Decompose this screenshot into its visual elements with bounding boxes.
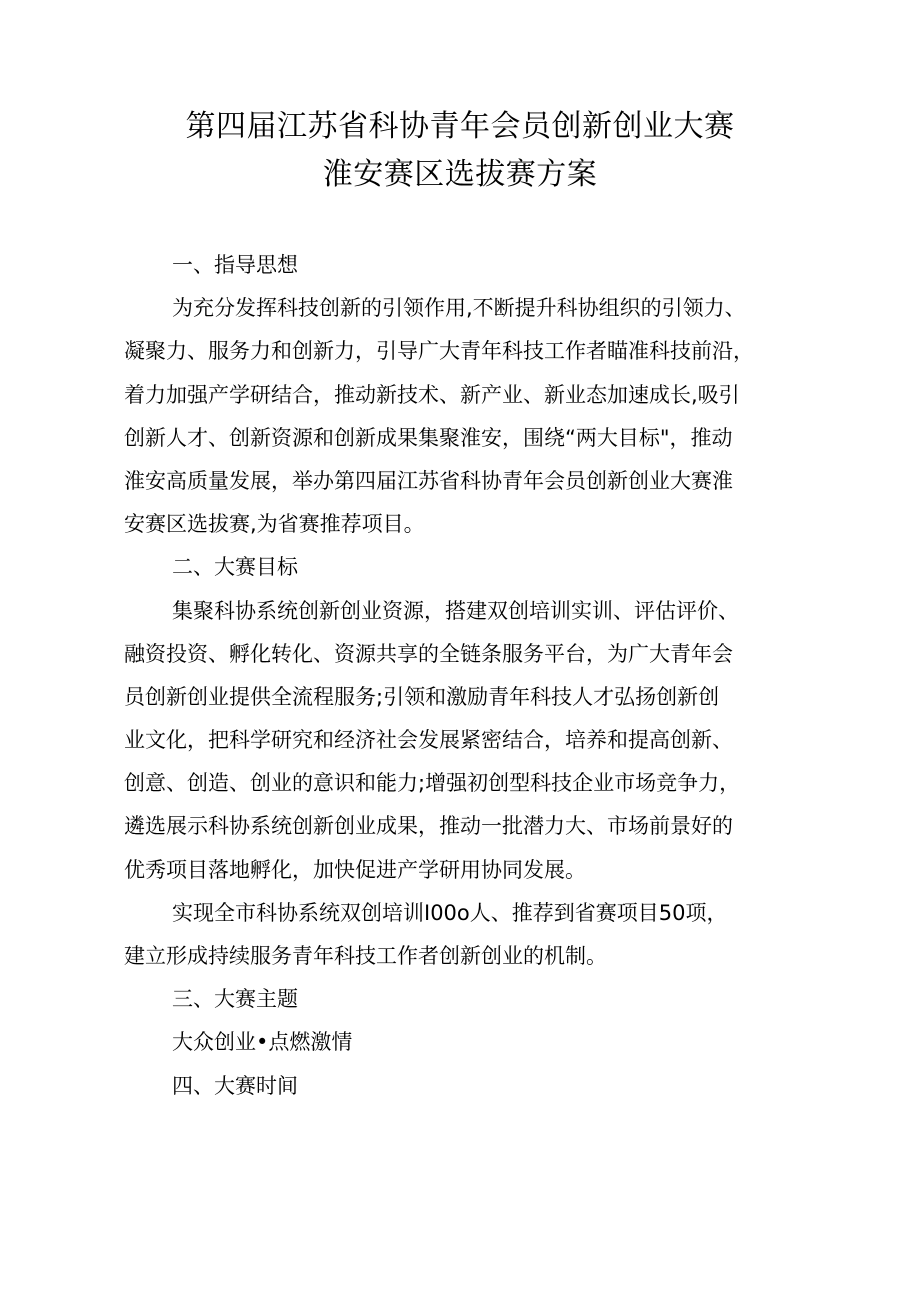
paragraph-line: 创新人才、创新资源和创新成果集聚淮安，围绕“两大目标"，推动 — [124, 425, 733, 450]
paragraph-line: 融资投资、孵化转化、资源共享的全链条服务平台，为广大青年会 — [124, 641, 733, 666]
title-line: 第四届江苏省科协青年会员创新创业大赛 — [185, 109, 735, 144]
paragraph-line: 凝聚力、服务力和创新力，引导广大青年科技工作者瞄准科技前沿， — [124, 339, 754, 364]
paragraph-line: 着力加强产学研结合，推动新技术、新产业、新业态加速成长,吸引 — [124, 382, 740, 407]
section-heading: 二、大赛目标 — [172, 555, 298, 580]
paragraph-line: 集聚科协系统创新创业资源，搭建双创培训实训、评估评价、 — [172, 598, 739, 623]
section-heading: 一、指导思想 — [172, 253, 298, 277]
paragraph-line: 大众创业•点燃激情 — [172, 1030, 353, 1055]
paragraph-line: 安赛区选拔赛,为省赛推荐项目。 — [124, 512, 425, 537]
title-line: 淮安赛区选拔赛方案 — [322, 157, 598, 192]
paragraph-line: 员创新创业提供全流程服务;引领和激励青年科技人才弘扬创新创 — [124, 684, 720, 709]
paragraph-line: 遴选展示科协系统创新创业成果，推动一批潜力大、市场前景好的 — [124, 814, 733, 839]
paragraph-line: 优秀项目落地孵化，加快促进产学研用协同发展。 — [124, 857, 586, 882]
paragraph-line: 为充分发挥科技创新的引领作用,不断提升科协组织的引领力、 — [172, 296, 746, 321]
paragraph-line: 实现全市科协系统双创培训I00o人、推荐到省赛项目50项， — [172, 900, 728, 925]
document-body — [124, 244, 814, 1108]
document-title — [0, 103, 920, 199]
paragraph-line: 业文化，把科学研究和经济社会发展紧密结合，培养和提高创新、 — [124, 728, 733, 753]
section-heading: 三、大赛主题 — [172, 987, 298, 1012]
paragraph-line: 淮安高质量发展，举办第四届江苏省科协青年会员创新创业大赛淮 — [124, 468, 733, 493]
paragraph-line: 创意、创造、创业的意识和能力;增强初创型科技企业市场竞争力， — [124, 771, 741, 796]
paragraph-line: 建立形成持续服务青年科技工作者创新创业的机制。 — [124, 944, 607, 968]
section-heading: 四、大赛时间 — [172, 1073, 298, 1098]
